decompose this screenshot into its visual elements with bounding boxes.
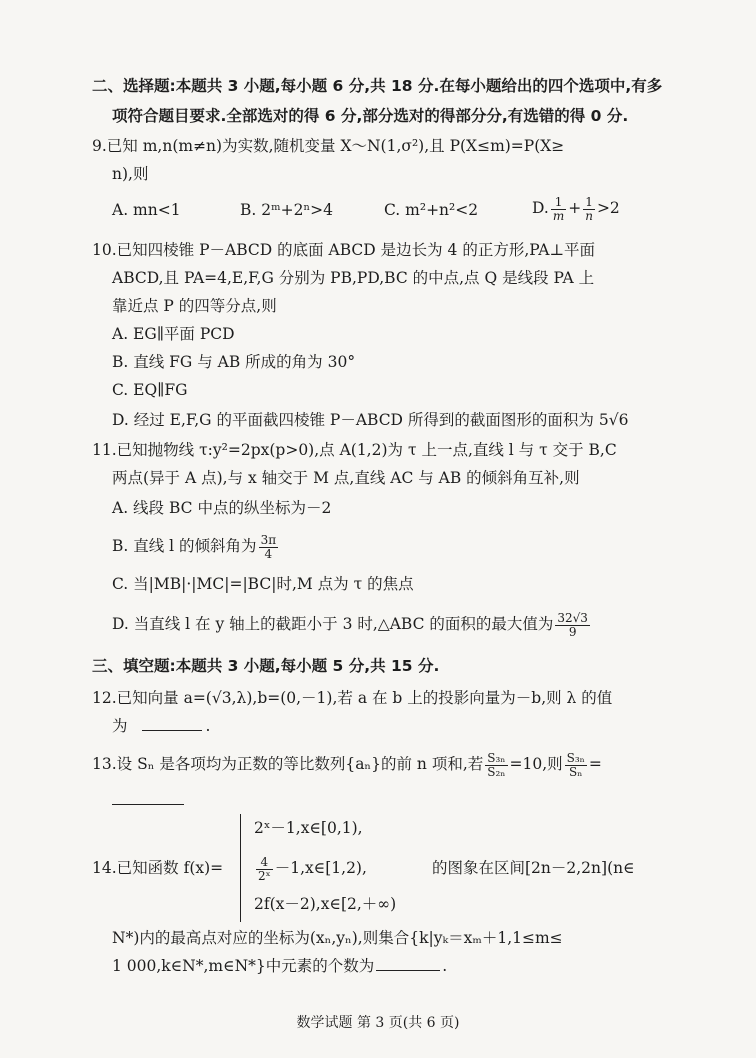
q9-option-d-plus: + — [568, 199, 582, 217]
q11-stem-line1: 11.已知抛物线 τ:y²=2px(p>0),点 A(1,2)为 τ 上一点,直线 l 与 τ 交于 B,C — [92, 441, 617, 459]
section2-header-line2: 项符合题目要求.全部选对的得 6 分,部分选对的得部分分,有选错的得 0 分. — [112, 107, 629, 125]
q9-option-d-prefix: D. — [532, 199, 549, 217]
fraction-denominator: S₂ₙ — [487, 764, 506, 779]
section3-header: 三、填空题:本题共 3 小题,每小题 5 分,共 15 分. — [92, 657, 440, 675]
fraction-numerator: 4 — [256, 856, 273, 870]
q13-fraction1 — [485, 752, 507, 779]
piecewise-brace — [240, 814, 249, 922]
q9-option-d-suffix: >2 — [596, 199, 620, 217]
q11-option-b-fraction — [259, 534, 279, 561]
q13-fraction2 — [565, 752, 587, 779]
fraction-denominator: 2ˣ — [258, 868, 271, 883]
q13-eq: = — [588, 755, 602, 773]
fraction-numerator: S₃ₙ — [566, 750, 585, 765]
q14-answer-blank — [376, 956, 440, 971]
q9-option-d-fraction2 — [583, 196, 595, 223]
q10-option-b: B. 直线 FG 与 AB 所成的角为 30° — [112, 353, 356, 371]
q14-line3-prefix: 1 000,k∈N*,m∈N*}中元素的个数为 — [112, 957, 375, 975]
section2-header-line1: 二、选择题:本题共 3 小题,每小题 6 分,共 18 分.在每小题给出的四个选项中,有多 — [92, 77, 663, 95]
q11-option-d-prefix: D. 当直线 l 在 y 轴上的截距小于 3 时,△ABC 的面积的最大值为 — [112, 615, 554, 633]
fraction-denominator: 9 — [568, 624, 577, 639]
fraction-numerator: 1 — [583, 196, 595, 210]
q14-case2-fraction — [256, 856, 273, 883]
q14-line3-suffix: . — [442, 957, 448, 975]
q14-case1: 2ˣ－1,x∈[0,1), — [254, 819, 363, 837]
q9-stem-line1: 9.已知 m,n(m≠n)为实数,随机变量 X～N(1,σ²),且 P(X≤m)=P(X≥ — [92, 137, 565, 155]
q11-option-d — [112, 606, 592, 642]
fraction-numerator: S₃ₙ — [487, 750, 506, 765]
q10-stem-line2: ABCD,且 PA=4,E,F,G 分别为 PB,PD,BC 的中点,点 Q 是线段 PA 上 — [112, 269, 595, 287]
q10-stem-line1: 10.已知四棱锥 P－ABCD 的底面 ABCD 是边长为 4 的正方形,PA⊥平面 — [92, 241, 596, 259]
q10-option-c: C. EQ∥FG — [112, 381, 188, 399]
q9-option-a: A. mn<1 — [112, 201, 181, 219]
q10-option-a: A. EG∥平面 PCD — [112, 325, 235, 343]
q14-line3 — [112, 956, 447, 976]
q13-answer-line — [112, 790, 184, 810]
q12-stem-line1: 12.已知向量 a=(√3,λ),b=(0,－1),若 a 在 b 上的投影向量为－b,则 λ 的值 — [92, 689, 613, 707]
q11-option-d-fraction — [555, 612, 590, 639]
q11-stem-line2: 两点(异于 A 点),与 x 轴交于 M 点,直线 AC 与 AB 的倾斜角互补,则 — [112, 469, 580, 487]
fraction-numerator: 32√3 — [557, 610, 588, 625]
q9-option-d — [532, 190, 620, 226]
fraction-numerator: 1 — [551, 196, 566, 210]
q11-option-a: A. 线段 BC 中点的纵坐标为－2 — [112, 499, 332, 517]
q14-case2-rest: －1,x∈[1,2), — [274, 859, 367, 877]
q14-after: 的图象在区间[2n－2,2n](n∈ — [432, 859, 635, 877]
q14-case3: 2f(x－2),x∈[2,＋∞) — [254, 895, 397, 913]
q9-option-c: C. m²+n²<2 — [384, 201, 479, 219]
q9-stem-line2: n),则 — [112, 165, 149, 183]
q12-stem-line2 — [112, 716, 210, 736]
q9-option-d-fraction1 — [551, 196, 566, 223]
q9-option-b: B. 2ᵐ+2ⁿ>4 — [240, 201, 334, 219]
q14-line2: N*)内的最高点对应的坐标为(xₙ,yₙ),则集合{k|yₖ＝xₘ＋1,1≤m≤ — [112, 929, 563, 947]
fraction-numerator: 3π — [260, 532, 277, 547]
fraction-denominator: m — [552, 208, 565, 223]
q14-case2 — [254, 850, 367, 886]
q10-stem-line3: 靠近点 P 的四等分点,则 — [112, 297, 277, 315]
q12-line2-prefix: 为 — [112, 717, 128, 735]
q14-prefix: 14.已知函数 f(x)= — [92, 859, 224, 877]
q13-mid: =10,则 — [509, 755, 563, 773]
q13-answer-blank — [112, 790, 184, 805]
q11-option-b-prefix: B. 直线 l 的倾斜角为 — [112, 537, 257, 555]
q12-line2-suffix: . — [205, 717, 211, 735]
q11-option-c: C. 当|MB|·|MC|=|BC|时,M 点为 τ 的焦点 — [112, 575, 414, 593]
q13-stem — [92, 746, 602, 782]
q12-answer-blank — [142, 716, 202, 731]
q13-prefix: 13.设 Sₙ 是各项均为正数的等比数列{aₙ}的前 n 项和,若 — [92, 755, 484, 773]
q10-option-d: D. 经过 E,F,G 的平面截四棱锥 P－ABCD 所得到的截面图形的面积为 5√6 — [112, 411, 629, 429]
fraction-denominator: Sₙ — [569, 764, 583, 779]
fraction-denominator: n — [585, 208, 593, 223]
q11-option-b — [112, 528, 280, 564]
page-footer: 数学试题 第 3 页(共 6 页) — [296, 1015, 460, 1031]
fraction-denominator: 4 — [264, 546, 273, 561]
